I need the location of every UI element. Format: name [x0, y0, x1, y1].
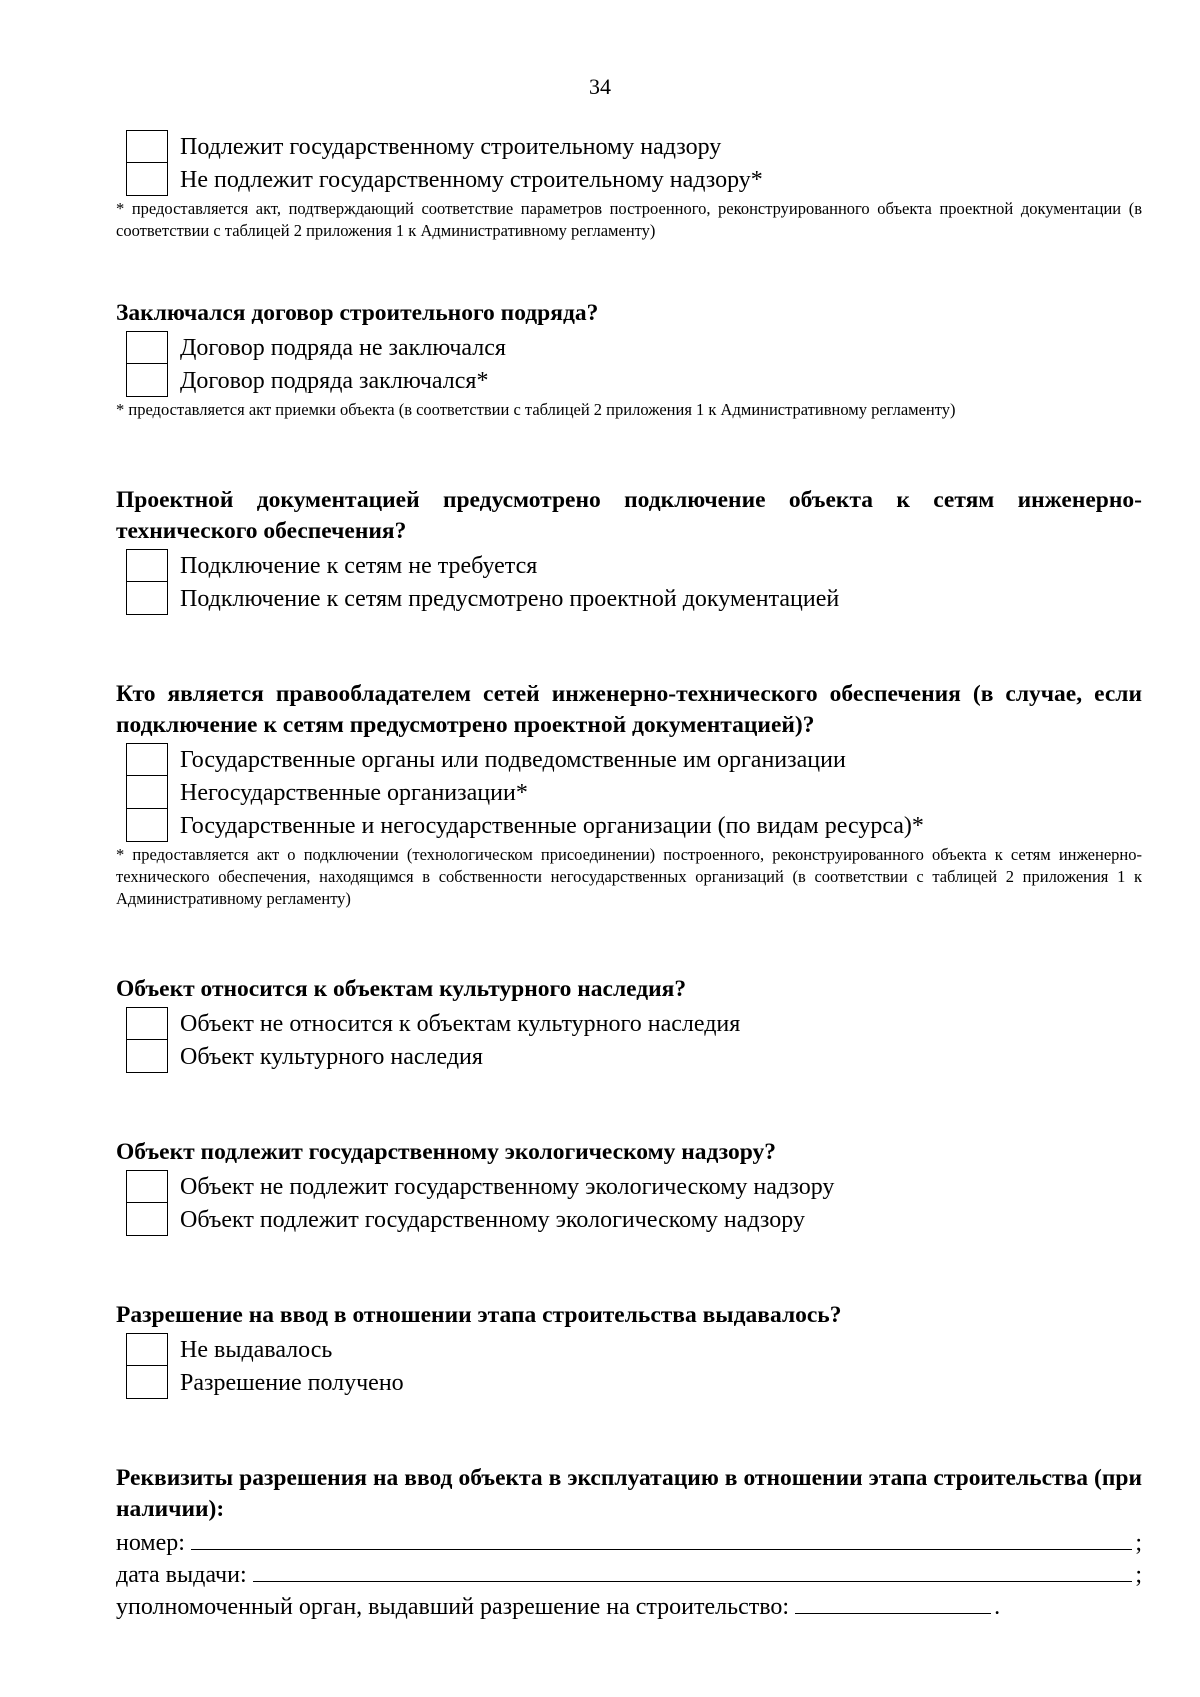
question-heading: Объект подлежит государственному экологическому надзору?	[116, 1139, 777, 1165]
option-label: Договор подряда не заключался	[180, 334, 506, 361]
checkbox-subject-to-supervision[interactable]	[126, 130, 168, 163]
option-row	[116, 130, 1142, 163]
checkbox-non-state-organizations[interactable]	[126, 776, 168, 809]
option-label: Государственные органы или подведомственные им организации	[180, 746, 846, 773]
option-label: Подлежит государственному строительному надзору	[180, 133, 722, 160]
footnote: * предоставляется акт о подключении (технологическом присоединении) построенного, реконструированного объекта к сетям инженерно-технического обеспечения, находящимся в собственности негосударственных организаций (в соответствии с таблицей 2 приложения 1 к Административному регламенту)	[116, 845, 1142, 908]
section-network-owner	[116, 679, 1142, 910]
field-punctuation: ;	[1135, 1562, 1142, 1588]
question-heading: Заключался договор строительного подряда?	[116, 300, 599, 326]
checkbox-subject-to-eco-supervision[interactable]	[126, 1203, 168, 1236]
option-label: Объект подлежит государственному экологическому надзору	[180, 1206, 805, 1233]
option-label: Объект культурного наследия	[180, 1043, 483, 1070]
option-row	[116, 331, 1142, 364]
field-label: дата выдачи:	[116, 1562, 247, 1588]
checkbox-not-issued[interactable]	[126, 1333, 168, 1366]
question-heading: Объект относится к объектам культурного наследия?	[116, 976, 687, 1002]
question-heading: Проектной документацией предусмотрено подключение объекта к сетям инженерно-технического обеспечения?	[116, 487, 1142, 544]
option-row	[116, 1040, 1142, 1073]
section-construction-contract	[116, 298, 1142, 421]
checkbox-connection-provided[interactable]	[126, 582, 168, 615]
field-label: номер:	[116, 1530, 185, 1556]
question-heading: Кто является правообладателем сетей инженерно-технического обеспечения (в случае, если подключение к сетям предусмотрено проектной документацией)?	[116, 681, 1142, 738]
checkbox-connection-not-required[interactable]	[126, 549, 168, 582]
option-row	[116, 1007, 1142, 1040]
option-label: Подключение к сетям не требуется	[180, 552, 538, 579]
section-cultural-heritage	[116, 974, 1142, 1073]
field-punctuation: ;	[1135, 1530, 1142, 1556]
issue-date-field[interactable]	[253, 1559, 1133, 1582]
option-row	[116, 364, 1142, 397]
checkbox-not-heritage[interactable]	[126, 1007, 168, 1040]
question-heading: Разрешение на ввод в отношении этапа строительства выдавалось?	[116, 1302, 842, 1328]
option-row	[116, 582, 1142, 615]
section-permit-requisites	[116, 1463, 1142, 1623]
option-label: Не подлежит государственному строительному надзору*	[180, 166, 763, 193]
field-row-authority	[116, 1591, 1142, 1623]
issuing-authority-field[interactable]	[795, 1591, 991, 1614]
checkbox-not-subject-to-supervision[interactable]	[126, 163, 168, 196]
option-row	[116, 809, 1142, 842]
footnote: * предоставляется акт приемки объекта (в соответствии с таблицей 2 приложения 1 к Административному регламенту)	[116, 400, 956, 419]
option-row	[116, 743, 1142, 776]
field-row-number	[116, 1527, 1142, 1559]
checkbox-state-bodies[interactable]	[126, 743, 168, 776]
option-row	[116, 1333, 1142, 1366]
question-heading: Реквизиты разрешения на ввод объекта в эксплуатацию в отношении этапа строительства (при наличии):	[116, 1465, 1142, 1522]
option-row	[116, 1366, 1142, 1399]
option-label: Негосударственные организации*	[180, 779, 528, 806]
option-label: Подключение к сетям предусмотрено проектной документацией	[180, 585, 840, 612]
checkbox-contract-concluded[interactable]	[126, 364, 168, 397]
section-environmental-supervision	[116, 1137, 1142, 1236]
option-label: Разрешение получено	[180, 1369, 404, 1396]
checkbox-state-and-non-state[interactable]	[126, 809, 168, 842]
page-number: 34	[589, 74, 611, 99]
checkbox-heritage[interactable]	[126, 1040, 168, 1073]
option-label: Договор подряда заключался*	[180, 367, 489, 394]
option-label: Государственные и негосударственные организации (по видам ресурса)*	[180, 812, 924, 839]
option-label: Объект не относится к объектам культурного наследия	[180, 1010, 741, 1037]
option-label: Не выдавалось	[180, 1336, 333, 1363]
option-row	[116, 776, 1142, 809]
field-row-issue-date	[116, 1559, 1142, 1591]
field-label: уполномоченный орган, выдавший разрешение на строительство:	[116, 1594, 790, 1620]
section-stage-permit	[116, 1300, 1142, 1399]
form-content	[116, 130, 1142, 1687]
checkbox-not-subject-to-eco-supervision[interactable]	[126, 1170, 168, 1203]
checkbox-contract-not-concluded[interactable]	[126, 331, 168, 364]
permit-number-field[interactable]	[191, 1527, 1132, 1550]
section-network-connection	[116, 485, 1142, 615]
option-label: Объект не подлежит государственному экологическому надзору	[180, 1173, 835, 1200]
option-row	[116, 1170, 1142, 1203]
section-construction-supervision	[116, 130, 1142, 242]
footnote: * предоставляется акт, подтверждающий соответствие параметров построенного, реконструированного объекта проектной документации (в соответствии с таблицей 2 приложения 1 к Административному регламенту)	[116, 199, 1142, 240]
option-row	[116, 549, 1142, 582]
option-row	[116, 1203, 1142, 1236]
option-row	[116, 163, 1142, 196]
field-punctuation: .	[994, 1594, 1001, 1620]
checkbox-permit-received[interactable]	[126, 1366, 168, 1399]
